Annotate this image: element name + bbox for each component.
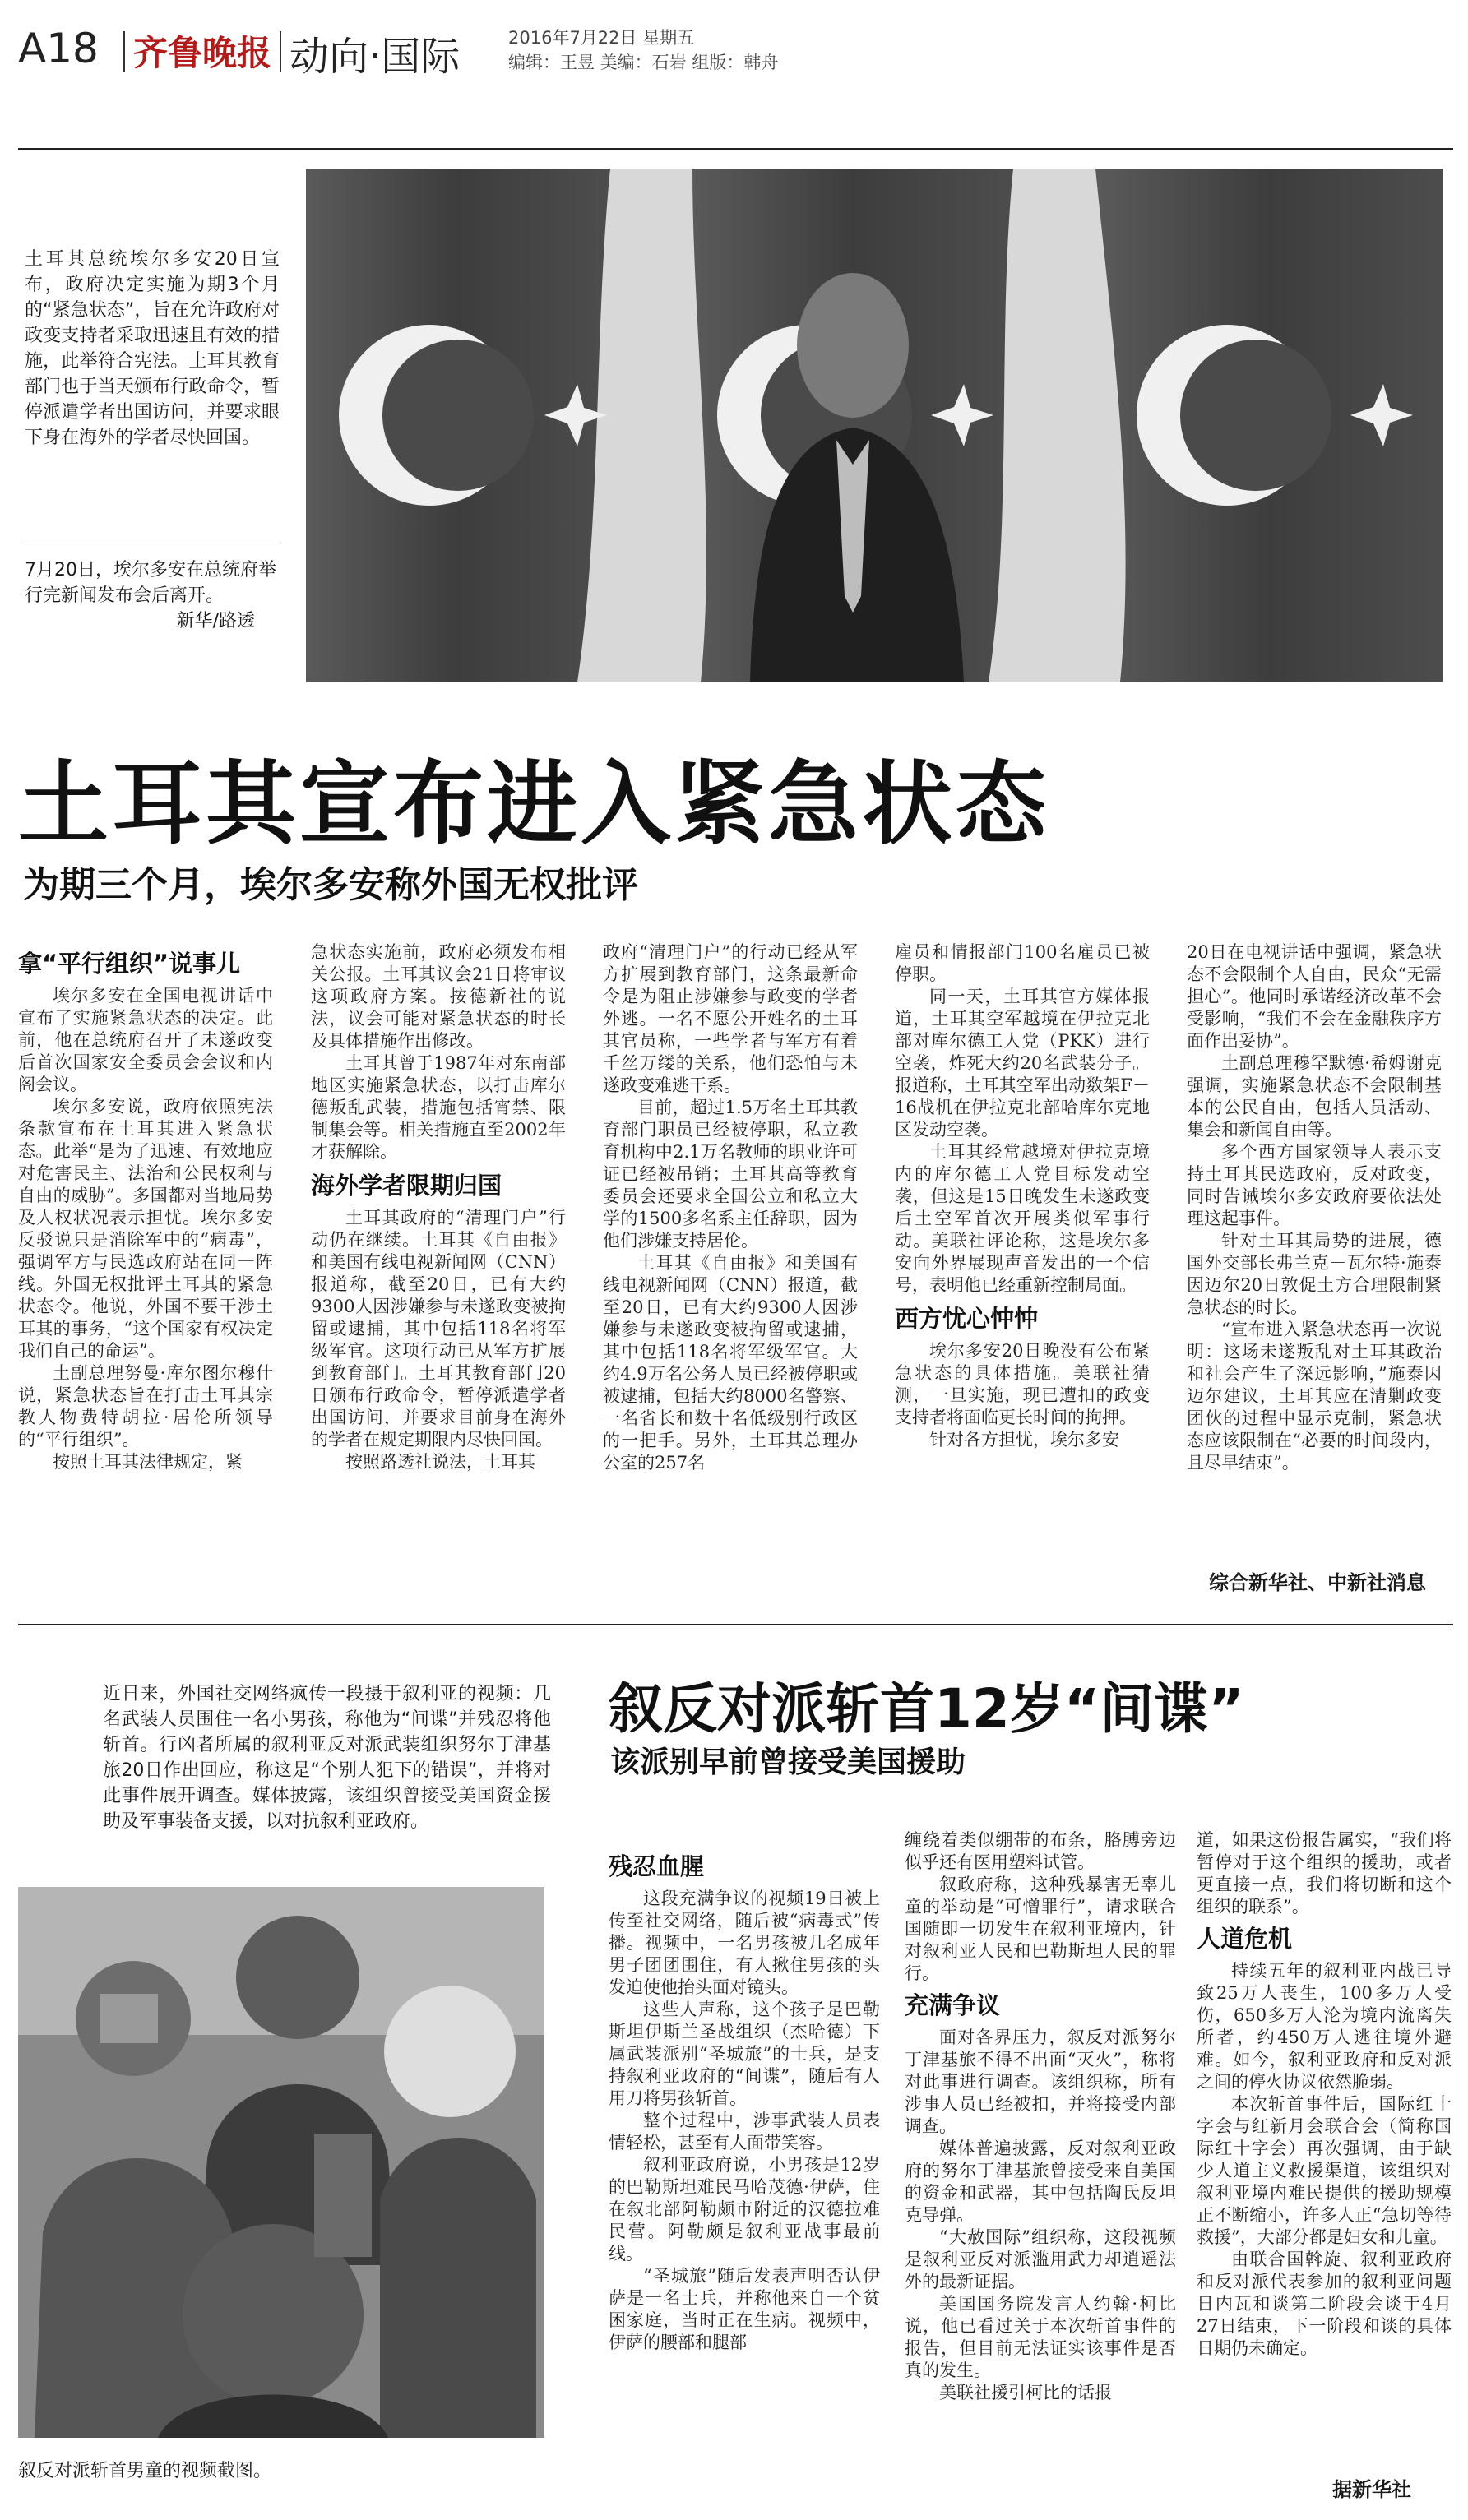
paragraph: “圣城旅”随后发表声明否认伊萨是一名士兵，并称他来自一个贫困家庭，当时正在生病。视频中，伊萨的腰部和腿部 <box>609 2266 880 2352</box>
paragraph: 这段充满争议的视频19日被上传至社交网络，随后被“病毒式”传播。视频中，一名男孩被几名成年男子团团围住，有人揪住男孩的头发迫使他抬头面对镜头。 <box>609 1889 880 1997</box>
story1-column-4 <box>895 941 1150 1599</box>
story1-credit: 综合新华社、中新社消息 <box>1209 1571 1426 1594</box>
section-title: 动向·国际 <box>289 34 461 80</box>
paragraph: 美联社援引柯比的话报 <box>939 2383 1112 2402</box>
subheading: 西方忧心忡忡 <box>895 1305 1039 1333</box>
top-photo-caption: 土耳其总统埃尔多安20日宣布，政府决定实施为期3个月的“紧急状态”，旨在允许政府对政变支持者采取迅速且有效的措施，此举符合宪法。土耳其教育部门也于当天颁布行政命令，暂停派遣学者出国访问，并要求眼下身在海外的学者尽快回国。 <box>25 249 280 448</box>
story2-column-2 <box>905 1829 1176 2495</box>
story2-credit: 据新华社 <box>1332 2478 1411 2501</box>
paragraph: 20日在电视讲话中强调，紧急状态不会限制个人自由，民众“无需担心”。他同时承诺经济改革不会受影响，“我们不会在金融秩序方面作出妥协”。 <box>1187 942 1442 1051</box>
paragraph: 面对各界压力，叙反对派努尔丁津基旅不得不出面“灭火”，称将对此事进行调查。该组织称，所有涉事人员已经被扣，并将接受内部调查。 <box>905 2028 1176 2136</box>
paragraph: 土耳其经常越境对伊拉克境内的库尔德工人党目标发动空袭，但这是15日晚发生未遂政变后土空军首次开展类似军事行动。美联社评论称，这是埃尔多安向外界展现声音发出的一个信号，表明他已经重新控制局面。 <box>895 1142 1150 1295</box>
paragraph: 按照路透社说法，土耳其 <box>345 1452 535 1472</box>
editors-line: 编辑：王昱 美编：石岩 组版：韩舟 <box>508 53 779 72</box>
flags-photo-illustration <box>306 169 1443 682</box>
paragraph: 土副总理努曼·库尔图尔穆什说，紧急状态旨在打击土耳其宗教人物费特胡拉·居伦所领导的“平行组织”。 <box>18 1363 273 1450</box>
paragraph: 埃尔多安在全国电视讲话中宣布了实施紧急状态的决定。此前，他在总统府召开了未遂政变后首次国家安全委员会会议和内阁会议。 <box>18 986 273 1094</box>
paragraph: 缠绕着类似绷带的布条，胳膊旁边似乎还有医用塑料试管。 <box>905 1830 1176 1872</box>
group-photo-illustration <box>18 1887 544 2438</box>
story2-subheadline: 该派别早前曾接受美国援助 <box>610 1746 966 1779</box>
paragraph: 政府“清理门户”的行动已经从军方扩展到教育部门，这条最新命令是为阻止涉嫌参与政变的学者外逃。一名不愿公开姓名的土耳其官员称，一些学者与军方有着千丝万缕的关系，他们恐怕与未遂政变难逃干系。 <box>603 942 858 1095</box>
paragraph: 持续五年的叙利亚内战已导致25万人丧生，100多万人受伤，650多万人沦为境内流离失所者，约450万人逃往境外避难。如今，叙利亚政府和反对派之间的停火协议依然脆弱。 <box>1197 1961 1452 2092</box>
page-number: A18 <box>18 25 99 72</box>
paragraph: 由联合国斡旋、叙利亚政府和反对派代表参加的叙利亚问题日内瓦和谈第二阶段会谈于4月27日结束，下一阶段和谈的具体日期仍未确定。 <box>1197 2250 1452 2358</box>
paragraph: 急状态实施前，政府必须发布相关公报。土耳其议会21日将审议这项政府方案。按德新社的说法，议会可能对紧急状态的时长及具体措施作出修改。 <box>311 942 566 1051</box>
video-photo-caption: 叙反对派斩首男童的视频截图。 <box>18 2461 272 2481</box>
paragraph: 埃尔多安20日晚没有公布紧急状态的具体措施。美联社猜测，一旦实施，现已遭扣的政变支持者将面临更长时间的拘押。 <box>895 1341 1150 1427</box>
date-line: 2016年7月22日 星期五 <box>508 28 695 48</box>
paper-logo: 齐鲁晚报 <box>133 33 272 73</box>
top-photo-credit: 新华/路透 <box>176 611 255 631</box>
paragraph: 埃尔多安说，政府依照宪法条款宣布在土耳其进入紧急状态。此举“是为了迅速、有效地应对危害民主、法治和公民权利与自由的威胁”。多国都对当地局势及人权状况表示担忧。埃尔多安反驳说只是消除军中的“病毒”，强调军方与民选政府站在同一阵线。外国无权批评土耳其的紧急状态令。他说，外国不要干涉土耳其的事务，“这个国家有权决定我们自己的命运”。 <box>18 1097 273 1361</box>
video-screenshot-photo <box>18 1887 544 2438</box>
paragraph: 同一天，土耳其官方媒体报道，土耳其空军越境在伊拉克北部对库尔德工人党（PKK）进行空袭，炸死大约20名武装分子。报道称，土耳其空军出动数架F－16战机在伊拉克北部哈库尔克地区发动空袭。 <box>895 987 1150 1140</box>
subheading: 充满争议 <box>905 1991 1001 2019</box>
paragraph: 这些人声称，这个孩子是巴勒斯坦伊斯兰圣战组织（杰哈德）下属武装派别“圣城旅”的士兵，是支持叙利亚政府的“间谍”，随后有人用刀将男孩斩首。 <box>609 2000 880 2108</box>
subheading: 人道危机 <box>1197 1925 1293 1953</box>
paragraph: 道，如果这份报告属实，“我们将暂停对于这个组织的援助，或者更直接一点，我们将切断和这个组织的联系”。 <box>1197 1830 1452 1917</box>
story2-intro-caption: 近日来，外国社交网络疯传一段摄于叙利亚的视频：几名武装人员围住一名小男孩，称他为“间谍”并残忍将他斩首。行凶者所属的叙利亚反对派武装组织努尔丁津基旅20日作出回应，称这是“个别人犯下的错误”，并将对此事件展开调查。媒体披露，该组织曾接受美国资金援助及军事装备支援，以对抗叙利亚政府。 <box>103 1684 551 1832</box>
paragraph: 土耳其《自由报》和美国有线电视新闻网（CNN）报道，截至20日，已有大约9300人因涉嫌参与未遂政变被拘留或逮捕，其中包括118名将军级军官。大约4.9万名公务人员已经被停职或被逮捕，包括大约8000名警察、一名省长和数十名低级别行政区的一把手。另外，土耳其总理办公室的257名 <box>603 1253 858 1473</box>
paragraph: 按照土耳其法律规定，紧 <box>53 1452 243 1472</box>
main-subheadline: 为期三个月，埃尔多安称外国无权批评 <box>23 864 638 906</box>
paragraph: 媒体普遍披露，反对叙利亚政府的努尔丁津基旅曾接受来自美国的资金和武器，其中包括陶氏反坦克导弹。 <box>905 2139 1176 2225</box>
paragraph: 叙利亚政府说，小男孩是12岁的巴勒斯坦难民马哈茂德·伊萨，住在叙北部阿勒颇市附近的汉德拉难民营。阿勒颇是叙利亚战事最前线。 <box>609 2155 880 2263</box>
subheading: 海外学者限期归国 <box>311 1172 502 1200</box>
top-photo-subcaption: 7月20日，埃尔多安在总统府举行完新闻发布会后离开。 <box>25 560 276 606</box>
paragraph: 针对土耳其局势的进展，德国外交部长弗兰克－瓦尔特·施泰因迈尔20日敦促土方合理限制紧急状态的时长。 <box>1187 1231 1442 1317</box>
paragraph: 叙政府称，这种残暴害无辜儿童的举动是“可憎罪行”，请求联合国随即一切发生在叙利亚境内，针对叙利亚人民和巴勒斯坦人民的罪行。 <box>905 1875 1176 1983</box>
story2-headline: 叙反对派斩首12岁“间谍” <box>609 1677 1244 1741</box>
paragraph: 土耳其曾于1987年对东南部地区实施紧急状态，以打击库尔德叛乱武装，措施包括宵禁、限制集会等。相关措施直至2002年才获解除。 <box>311 1053 566 1162</box>
erdogan-photo <box>306 169 1443 682</box>
paragraph: 目前，超过1.5万名土耳其教育部门职员已经被停职，私立教育机构中2.1万名教师的职业许可证已经被吊销；土耳其高等教育委员会还要求全国公立和私立大学的1500多名系主任辞职，因为他们涉嫌支持居伦。 <box>603 1098 858 1251</box>
story1-column-3 <box>603 941 858 1599</box>
section-rule <box>18 1624 1453 1625</box>
paragraph: “宣布进入紧急状态再一次说明：这场未遂叛乱对土耳其政治和社会产生了深远影响，”施泰因迈尔建议，土耳其应在清剿政变团伙的过程中显示克制，紧急状态应该限制在“必要的时间段内，且尽早结束”。 <box>1187 1320 1442 1473</box>
paragraph: 整个过程中，涉事武装人员表情轻松，甚至有人面带笑容。 <box>609 2111 880 2152</box>
masthead-divider <box>280 31 281 72</box>
paragraph: 土耳其政府的“清理门户”行动仍在继续。土耳其《自由报》和美国有线电视新闻网（CNN）报道称，截至20日，已有大约9300人因涉嫌参与未遂政变被拘留或逮捕，其中包括118名将军级军官。这项行动已从军方扩展到教育部门。土耳其教育部门20日颁布行政命令，暂停派遣学者出国访问，并要求目前身在海外的学者在规定期限内尽快回国。 <box>311 1208 566 1450</box>
header-rule <box>18 148 1453 150</box>
story1-column-1 <box>18 941 273 1599</box>
paragraph: 土副总理穆罕默德·希姆谢克强调，实施紧急状态不会限制基本的公民自由，包括人员活动、集会和新闻自由等。 <box>1187 1053 1442 1140</box>
story1-column-2 <box>311 941 566 1599</box>
subheading: 拿“平行组织”说事儿 <box>18 950 241 978</box>
story1-column-5 <box>1187 941 1442 1599</box>
paragraph: “大赦国际”组织称，这段视频是叙利亚反对派滥用武力却逍遥法外的最新证据。 <box>905 2227 1176 2291</box>
story2-column-3 <box>1197 1829 1452 2479</box>
paragraph: 本次斩首事件后，国际红十字会与红新月会联合会（简称国际红十字会）再次强调，由于缺少人道主义救援渠道，该组织对叙利亚境内难民提供的援助规模正不断缩小，许多人正“急切等待救援”，大部分都是妇女和儿童。 <box>1197 2094 1452 2247</box>
story2-column-1 <box>609 1846 880 2495</box>
subheading: 残忍血腥 <box>609 1852 705 1880</box>
main-headline: 土耳其宣布进入紧急状态 <box>18 751 1049 857</box>
masthead-divider <box>123 31 125 72</box>
paragraph: 多个西方国家领导人表示支持土耳其民选政府，反对政变，同时告诫埃尔多安政府要依法处理这起事件。 <box>1187 1142 1442 1228</box>
paragraph: 美国国务院发言人约翰·柯比说，他已看过关于本次斩首事件的报告，但目前无法证实该事件是否真的发生。 <box>905 2294 1176 2380</box>
paragraph: 针对各方担忧，埃尔多安 <box>929 1430 1119 1450</box>
paragraph: 雇员和情报部门100名雇员已被停职。 <box>895 942 1150 984</box>
